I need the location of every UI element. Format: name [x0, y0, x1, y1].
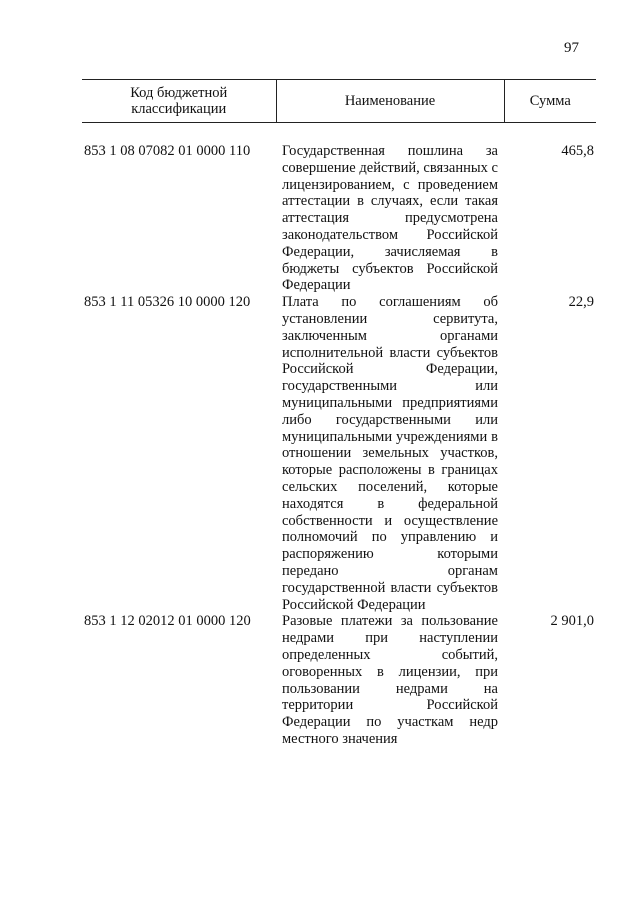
header-code-line2: классификации — [131, 101, 227, 117]
table-row — [82, 294, 596, 613]
row-name: Разовые платежи за пользование недрами при наступлении определенных событий, оговоренных в лицензии, при пользовании недрами на территории Российской Федерации по участкам недр местного значения — [282, 613, 498, 747]
header-code-line1: Код бюджетной — [130, 84, 228, 101]
header-sum: Сумма — [504, 80, 596, 123]
row-code: 853 1 08 07082 01 0000 110 — [84, 143, 251, 159]
row-code: 853 1 12 02012 01 0000 120 — [84, 613, 251, 630]
table-header-row — [82, 80, 596, 123]
row-name: Государственная пошлина за совершение действий, связанных с лицензированием, с проведением аттестации в случаях, если такая аттестация предусмотрена законодательством Российской Федерации, зачисляемая в бюджеты субъектов Российской Федерации — [282, 143, 498, 294]
header-spacer — [82, 123, 596, 144]
row-sum: 22,9 — [568, 294, 594, 311]
row-code: 853 1 11 05326 10 0000 120 — [84, 294, 251, 311]
page-number: 97 — [564, 40, 579, 56]
row-sum: 465,8 — [561, 143, 594, 159]
row-sum: 2 901,0 — [550, 613, 594, 630]
header-name: Наименование — [276, 80, 504, 123]
row-name: Плата по соглашениям об установлении сервитута, заключенным органами исполнительной власти субъектов Российской Федерации, государственными или муниципальными предприятиями либо государственными или муниципальными учреждениями в отношении земельных участков, которые расположены в границах сельских поселений, которые находятся в федеральной собственности и осуществление полномочий по управлению и распоряжению которыми передано органам государственной власти субъектов Российской Федерации — [282, 294, 498, 613]
table-row — [82, 143, 596, 294]
budget-table — [82, 79, 596, 748]
table-row — [82, 613, 596, 747]
header-code — [82, 80, 276, 123]
